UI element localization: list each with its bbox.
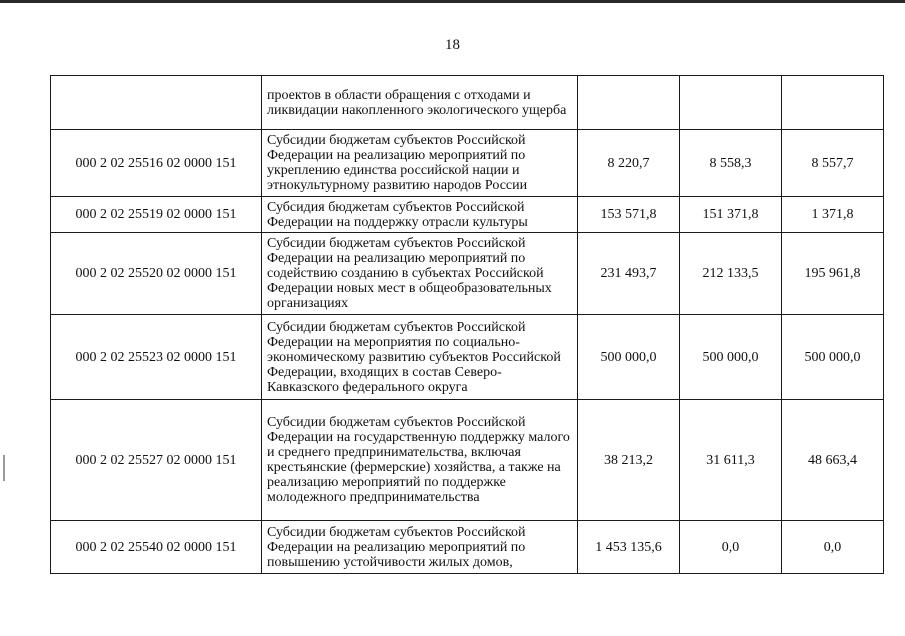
scan-edge-mark [3, 455, 5, 481]
row-value-2: 8 558,3 [680, 130, 782, 197]
row-code: 000 2 02 25516 02 0000 151 [51, 130, 262, 197]
row-value-3: 1 371,8 [782, 197, 884, 233]
row-value-1: 231 493,7 [578, 233, 680, 315]
table-row [51, 76, 884, 130]
row-value-3: 0,0 [782, 521, 884, 574]
table-row [51, 233, 884, 315]
row-description: Субсидии бюджетам субъектов Российской Федерации на государственную поддержку малого и среднего предпринимательства, включая крестьянские (фермерские) хозяйства, а также на реализацию мероприятий по поддержке молодежного предпринимательства [262, 400, 578, 521]
table-row [51, 400, 884, 521]
row-value-1: 8 220,7 [578, 130, 680, 197]
row-code: 000 2 02 25540 02 0000 151 [51, 521, 262, 574]
page-number: 18 [445, 37, 460, 53]
row-value-2: 31 611,3 [680, 400, 782, 521]
table-row [51, 315, 884, 400]
row-value-2: 500 000,0 [680, 315, 782, 400]
row-description: Субсидии бюджетам субъектов Российской Федерации на мероприятия по социально-экономическому развитию субъектов Российской Федерации, входящих в состав Северо-Кавказского федерального округа [262, 315, 578, 400]
row-code: 000 2 02 25519 02 0000 151 [51, 197, 262, 233]
row-description: Субсидия бюджетам субъектов Российской Федерации на поддержку отрасли культуры [262, 197, 578, 233]
row-value-2: 151 371,8 [680, 197, 782, 233]
row-description: Субсидии бюджетам субъектов Российской Федерации на реализацию мероприятий по содействию созданию в субъектах Российской Федерации новых мест в общеобразовательных организациях [262, 233, 578, 315]
row-value-1: 500 000,0 [578, 315, 680, 400]
row-value-1: 38 213,2 [578, 400, 680, 521]
row-value-1 [578, 76, 680, 130]
row-code: 000 2 02 25527 02 0000 151 [51, 400, 262, 521]
table-row [51, 197, 884, 233]
scan-top-rule [0, 0, 905, 3]
row-code: 000 2 02 25523 02 0000 151 [51, 315, 262, 400]
row-value-3: 500 000,0 [782, 315, 884, 400]
row-description: Субсидии бюджетам субъектов Российской Федерации на реализацию мероприятий по повышению устойчивости жилых домов, [262, 521, 578, 574]
row-value-1: 1 453 135,6 [578, 521, 680, 574]
row-description: проектов в области обращения с отходами и ликвидации накопленного экологического ущерба [262, 76, 578, 130]
row-value-3: 48 663,4 [782, 400, 884, 521]
row-value-1: 153 571,8 [578, 197, 680, 233]
row-value-3 [782, 76, 884, 130]
table-row [51, 521, 884, 574]
row-value-3: 195 961,8 [782, 233, 884, 315]
row-value-2: 212 133,5 [680, 233, 782, 315]
row-value-2: 0,0 [680, 521, 782, 574]
row-value-2 [680, 76, 782, 130]
row-value-3: 8 557,7 [782, 130, 884, 197]
table-row [51, 130, 884, 197]
row-description: Субсидии бюджетам субъектов Российской Федерации на реализацию мероприятий по укреплению единства российской нации и этнокультурному развитию народов России [262, 130, 578, 197]
row-code: 000 2 02 25520 02 0000 151 [51, 233, 262, 315]
budget-table [50, 75, 884, 574]
row-code [51, 76, 262, 130]
